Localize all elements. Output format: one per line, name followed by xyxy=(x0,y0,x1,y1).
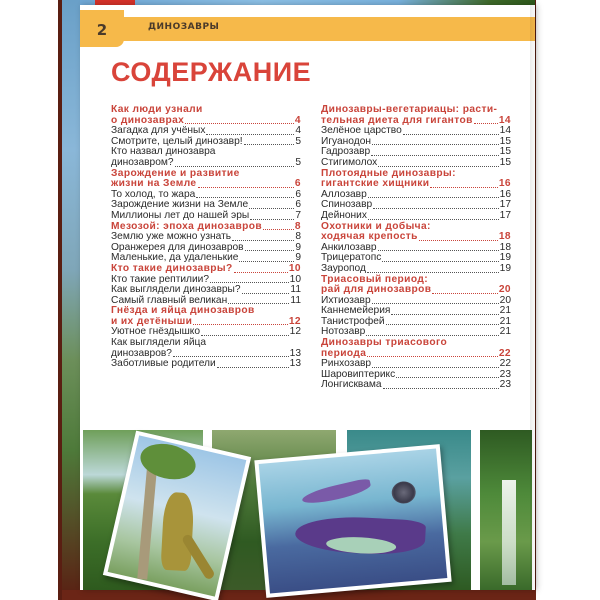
toc-chapter[interactable] xyxy=(321,105,511,126)
toc-item[interactable] xyxy=(321,211,511,222)
page-number-tab xyxy=(80,10,124,47)
cover-left-edge xyxy=(62,0,80,600)
toc-entry-title: Спинозавр xyxy=(321,199,373,211)
dot-leader xyxy=(367,272,499,273)
toc-page-number: 23 xyxy=(499,368,511,380)
dot-leader xyxy=(419,240,498,241)
dot-leader xyxy=(217,367,289,368)
toc-page-number: 5 xyxy=(295,156,301,168)
toc-item[interactable] xyxy=(321,380,511,391)
toc-entry-title: Маленькие, да удаленькие xyxy=(111,252,239,264)
illustration-strip xyxy=(80,430,535,590)
toc-chapter[interactable] xyxy=(321,338,511,359)
small-ichthyosaur-icon xyxy=(301,478,372,507)
dot-leader xyxy=(372,367,499,368)
toc-page-number: 19 xyxy=(499,252,511,264)
toc-entry-title: динозавром? xyxy=(111,156,174,168)
toc-item[interactable] xyxy=(321,158,511,169)
toc-entry-title: Плотоядные динозавры: xyxy=(321,167,456,179)
toc-entry-title: Самый главный великан xyxy=(111,294,228,306)
toc-entry-title: о динозаврах xyxy=(111,114,185,126)
dot-leader xyxy=(368,219,499,220)
dot-leader xyxy=(368,197,499,198)
dot-leader xyxy=(234,272,288,273)
toc-entry-title: Стигимолох xyxy=(321,156,378,168)
toc-page-number: 16 xyxy=(499,188,511,200)
toc-page-number: 15 xyxy=(499,156,511,168)
page-title: СОДЕРЖАНИЕ xyxy=(111,57,312,87)
dot-leader xyxy=(263,229,294,230)
toc-entry-title: Зауропод xyxy=(321,262,366,274)
book-page xyxy=(80,5,535,590)
toc-entry-title: Ринхозавр xyxy=(321,358,372,370)
dot-leader xyxy=(210,282,289,283)
toc-entry-title: Гадрозавр xyxy=(321,146,371,158)
dot-leader xyxy=(366,335,498,336)
toc-entry-title: Нотозавр xyxy=(321,326,366,338)
toc-page-number: 15 xyxy=(499,135,511,147)
toc-page-number: 4 xyxy=(295,125,301,137)
dot-leader xyxy=(196,197,294,198)
dot-leader xyxy=(228,303,289,304)
toc-entry-title: Зелёное царство xyxy=(321,125,402,137)
toc-chapter[interactable] xyxy=(111,169,301,190)
dot-leader xyxy=(372,303,499,304)
dot-leader xyxy=(383,388,499,389)
toc-entry-title: рай для динозавров xyxy=(321,284,432,296)
dot-leader xyxy=(239,261,294,262)
toc-page-number: 22 xyxy=(498,347,511,359)
dot-leader xyxy=(232,240,294,241)
toc-page-number: 8 xyxy=(294,220,301,232)
toc-page-number: 8 xyxy=(295,231,301,243)
waterfall-icon xyxy=(502,480,516,585)
toc-entry-title: Мезозой: эпоха динозавров xyxy=(111,220,263,232)
dot-leader xyxy=(474,123,498,124)
dot-leader xyxy=(378,166,498,167)
toc-entry-title: Лонгисквама xyxy=(321,379,382,391)
tree-trunk-icon xyxy=(137,459,157,579)
toc-page-number: 20 xyxy=(498,284,511,296)
toc-entry-title: Анкилозавр xyxy=(321,241,377,253)
dot-leader xyxy=(367,356,498,357)
dot-leader xyxy=(371,155,498,156)
dot-leader xyxy=(175,166,295,167)
dot-leader xyxy=(432,293,497,294)
toc-entry-title: Динозавры-вегетариацы: расти- xyxy=(321,104,498,115)
dot-leader xyxy=(201,335,289,336)
toc-entry-title: Оранжерея для динозавров xyxy=(111,241,244,253)
dot-leader xyxy=(403,134,499,135)
toc-entry-title: Смотрите, целый динозавр! xyxy=(111,135,243,147)
toc-page-number: 6 xyxy=(294,178,301,190)
toc-item[interactable] xyxy=(111,211,301,222)
toc-page-number: 13 xyxy=(289,347,301,359)
toc-column-left xyxy=(111,105,301,370)
toc-chapter[interactable] xyxy=(111,306,301,327)
dot-leader xyxy=(244,144,295,145)
toc-entry-title: Кто такие динозавры? xyxy=(111,262,233,274)
toc-page-number: 17 xyxy=(499,209,511,221)
dot-leader xyxy=(193,324,288,325)
dot-leader xyxy=(386,324,499,325)
toc-page-number: 9 xyxy=(295,241,301,253)
dot-leader xyxy=(378,250,499,251)
toc-entry-title: Триасовый период: xyxy=(321,273,428,285)
dot-leader xyxy=(245,250,295,251)
toc-entry-title: Как выглядели динозавры? xyxy=(111,284,241,296)
dot-leader xyxy=(250,219,294,220)
toc-entry-title: Трицератопс xyxy=(321,252,382,264)
ammonite-icon xyxy=(391,480,417,504)
toc-entry-title: тельная диета для гигантов xyxy=(321,114,473,126)
toc-entry-title: Зарождение жизни на Земле xyxy=(111,199,249,211)
toc-page-number: 12 xyxy=(288,315,301,327)
dot-leader xyxy=(373,208,499,209)
toc-entry-title: Гнёзда и яйца динозавров xyxy=(111,305,255,317)
dot-leader xyxy=(185,123,294,124)
dot-leader xyxy=(372,144,499,145)
toc-page-number: 16 xyxy=(498,178,511,190)
toc-page-number: 20 xyxy=(499,294,511,306)
toc-entry-title: Зарождение и развитие xyxy=(111,167,240,179)
toc-entry-title: Танистрофей xyxy=(321,315,385,327)
dot-leader xyxy=(249,208,294,209)
page-number: 2 xyxy=(96,20,108,39)
toc-column-right xyxy=(321,105,511,391)
toc-entry-title: Ихтиозавр xyxy=(321,294,371,306)
page-edge-shadow xyxy=(530,5,538,590)
toc-entry-title: Заботливые родители xyxy=(111,358,216,370)
toc-entry-title: Кто такие рептилии? xyxy=(111,273,210,285)
toc-entry-title: гигантские хищники xyxy=(321,178,430,190)
toc-page-number: 9 xyxy=(295,252,301,264)
toc-page-number: 21 xyxy=(499,326,511,338)
toc-entry-title: Каннемейерия xyxy=(321,305,391,317)
dot-leader xyxy=(242,293,290,294)
toc-page-number: 13 xyxy=(289,358,301,370)
toc-entry-title: Миллионы лет до нашей эры xyxy=(111,209,250,221)
toc-entry-title: Динозавры триасового xyxy=(321,337,448,349)
toc-page-number: 17 xyxy=(499,199,511,211)
toc-entry-title: Как люди узнали xyxy=(111,104,203,115)
toc-page-number: 6 xyxy=(295,188,301,200)
toc-page-number: 6 xyxy=(295,199,301,211)
toc-entry-title: Шаровиптерикс xyxy=(321,368,396,380)
toc-entry-title: Кто назвал динозавра xyxy=(111,146,216,158)
toc-entry-title: Уютное гнёздышко xyxy=(111,326,201,338)
ichthyosaur-sea-card xyxy=(254,444,451,598)
toc-chapter[interactable] xyxy=(321,222,511,243)
dot-leader xyxy=(198,187,294,188)
toc-chapter[interactable] xyxy=(111,264,301,275)
dot-leader xyxy=(396,377,498,378)
toc-page-number: 10 xyxy=(289,273,301,285)
toc-item[interactable] xyxy=(111,359,301,370)
dot-leader xyxy=(391,314,498,315)
toc-chapter[interactable] xyxy=(321,169,511,190)
toc-item[interactable] xyxy=(321,264,511,275)
toc-page-number: 21 xyxy=(499,315,511,327)
toc-entry-title: Загадка для учёных xyxy=(111,125,206,137)
toc-page-number: 15 xyxy=(499,146,511,158)
toc-chapter[interactable] xyxy=(321,275,511,296)
toc-entry-title: периода xyxy=(321,347,367,359)
toc-page-number: 7 xyxy=(295,209,301,221)
toc-page-number: 12 xyxy=(289,326,301,338)
toc-page-number: 19 xyxy=(499,262,511,274)
toc-entry-title: Как выглядели яйца xyxy=(111,337,207,349)
toc-entry-title: То холод, то жара xyxy=(111,188,196,200)
dot-leader xyxy=(382,261,498,262)
toc-page-number: 21 xyxy=(499,305,511,317)
toc-chapter[interactable] xyxy=(111,105,301,126)
dot-leader xyxy=(206,134,294,135)
toc-page-number: 5 xyxy=(295,135,301,147)
dinosaur-icon xyxy=(161,492,195,571)
toc-entry-title: Охотники и добыча: xyxy=(321,220,431,232)
toc-page-number: 23 xyxy=(499,379,511,391)
toc-page-number: 4 xyxy=(294,114,301,126)
dot-leader xyxy=(430,187,497,188)
toc-page-number: 11 xyxy=(290,284,301,296)
toc-entry-title: Аллозавр xyxy=(321,188,367,200)
toc-page-number: 14 xyxy=(498,114,511,126)
toc-page-number: 18 xyxy=(498,231,511,243)
toc-entry-title: ходячая крепость xyxy=(321,231,418,243)
toc-page-number: 14 xyxy=(499,125,511,137)
toc-page-number: 18 xyxy=(499,241,511,253)
toc-page-number: 10 xyxy=(288,262,301,274)
toc-entry-title: Игуанодон xyxy=(321,135,371,147)
toc-entry-title: Землю уже можно узнать xyxy=(111,231,232,243)
toc-page-number: 11 xyxy=(290,294,301,306)
toc-entry-title: и их детёныши xyxy=(111,315,193,327)
toc-page-number: 22 xyxy=(499,358,511,370)
toc-entry-title: Дейноних xyxy=(321,209,367,221)
toc-entry-title: динозавров? xyxy=(111,347,172,359)
toc-entry-title: жизни на Земле xyxy=(111,178,197,190)
toc-item[interactable] xyxy=(111,338,301,359)
section-title: ДИНОЗАВРЫ xyxy=(148,22,220,32)
toc-item[interactable] xyxy=(111,147,301,168)
